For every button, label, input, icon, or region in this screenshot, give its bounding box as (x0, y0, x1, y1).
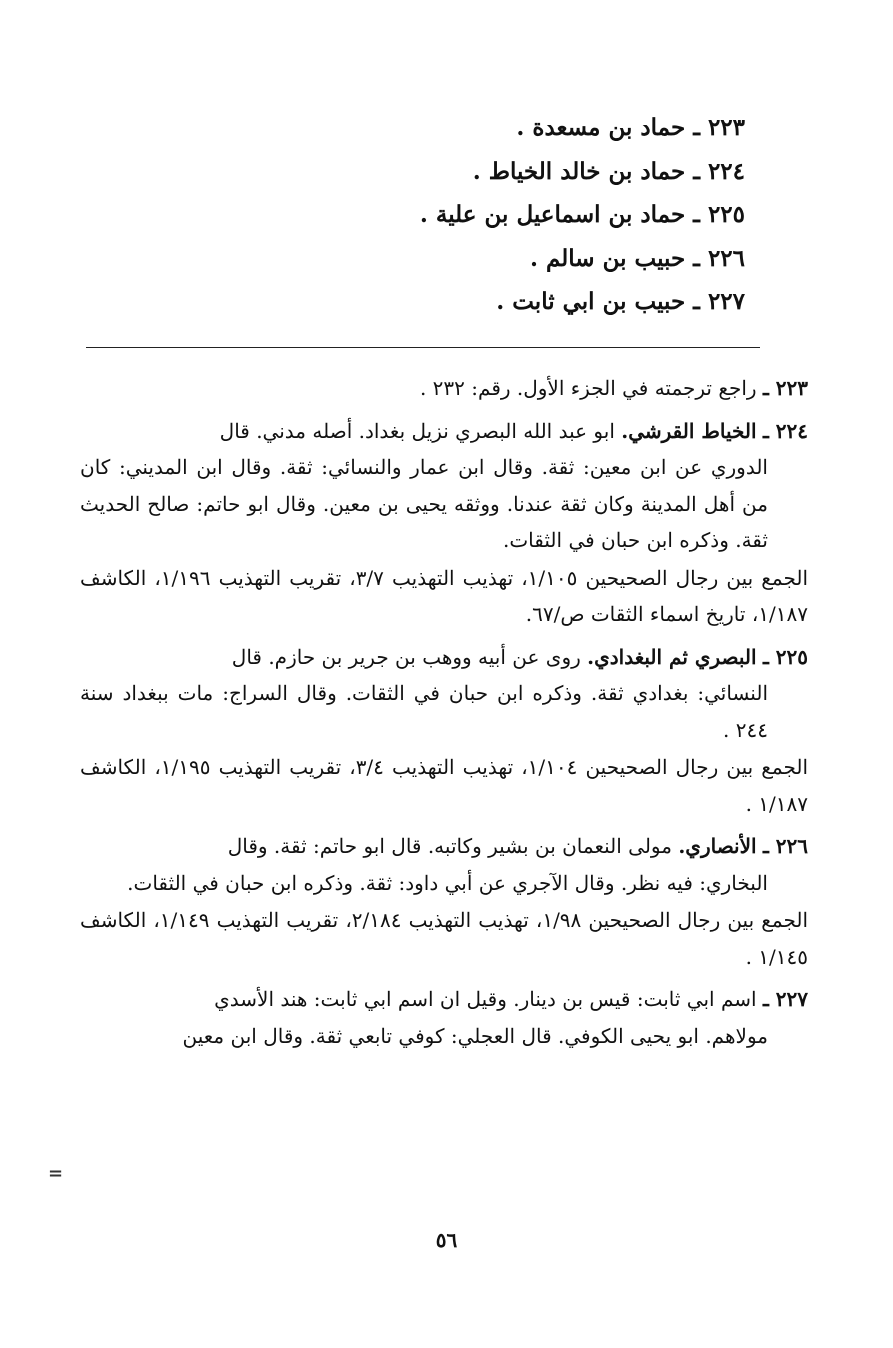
footnote-text: روى عن أبيه ووهب بن جرير بن حازم. قال (231, 644, 581, 669)
footnote-227 (80, 981, 808, 1054)
footnote-226-references: الجمع بين رجال الصحيحين ١/٩٨، تهذيب التهذيب ٢/١٨٤، تقريب التهذيب ١/١٤٩، الكاشف ١/١٤٥ . (80, 908, 809, 969)
footnote-225-references: الجمع بين رجال الصحيحين ١/١٠٤، تهذيب التهذيب ٣/٤، تقريب التهذيب ١/١٩٥، الكاشف ١/١٨٧ . (80, 755, 809, 816)
entry-heading-224: ٢٢٤ ـ حماد بن خالد الخياط . (472, 157, 745, 185)
footnote-225-first-line (80, 639, 808, 676)
footnote-text: راجع ترجمته في الجزء الأول. رقم: ٢٣٢ . (419, 376, 757, 400)
footnote-number: ٢٢٤ ـ (762, 418, 808, 443)
footnote-number: ٢٢٧ ـ (762, 987, 808, 1011)
footnote-divider (86, 347, 760, 348)
entry-heading-225: ٢٢٥ ـ حماد بن اسماعيل بن علية . (419, 201, 745, 228)
footnote-227-body: مولاهم. ابو يحيى الكوفي. قال العجلي: كوفي تابعي ثقة. وقال ابن معين (182, 1023, 768, 1048)
footnote-text: ابو عبد الله البصري نزيل بغداد. أصله مدني. قال (219, 418, 615, 443)
footnote-227-first-line (80, 981, 808, 1018)
entry-heading-223: ٢٢٣ ـ حماد بن مسعدة . (516, 114, 745, 141)
footnote-lead: البصري ثم البغدادي. (587, 644, 757, 669)
continuation-mark: = (48, 1163, 64, 1184)
footnote-text: مولى النعمان بن بشير وكاتبه. قال ابو حاتم: ثقة. وقال (227, 834, 672, 858)
entry-heading-227: ٢٢٧ ـ حبيب بن ابي ثابت . (496, 288, 745, 315)
footnote-text: اسم ابي ثابت: قيس بن دينار. وقيل ان اسم ابي ثابت: هند الأسدي (214, 987, 757, 1011)
footnote-number: ٢٢٥ ـ (762, 644, 808, 669)
footnote-lead: الخياط القرشي. (621, 418, 757, 443)
footnote-224-body: الدوري عن ابن معين: ثقة. وقال ابن عمار والنسائي: ثقة. وقال ابن المديني: كان من أهل المدينة وكان ثقة عندنا. ووثقه يحيى بن معين. وقال ابو حاتم: صالح الحديث ثقة. وذكره ابن حبان في الثقات. (80, 455, 768, 552)
entry-heading-226: ٢٢٦ ـ حبيب بن سالم . (529, 244, 745, 272)
footnotes-section (80, 370, 808, 1060)
page-number: ٥٦ (435, 1228, 458, 1252)
footnote-224-first-line (80, 413, 808, 450)
footnote-224 (80, 413, 808, 633)
entry-headings-list (325, 106, 745, 324)
footnote-225-body: النسائي: بغدادي ثقة. وذكره ابن حبان في الثقات. وقال السراج: مات ببغداد سنة ٢٤٤ . (80, 681, 768, 742)
footnote-226 (80, 828, 808, 975)
footnote-225 (80, 639, 808, 823)
footnote-223-first-line (80, 370, 808, 407)
footnote-lead: الأنصاري. (678, 834, 757, 858)
footnote-224-references: الجمع بين رجال الصحيحين ١/١٠٥، تهذيب التهذيب ٣/٧، تقريب التهذيب ١/١٩٦، الكاشف ١/١٨٧، تاريخ اسماء الثقات ص/٦٧. (80, 565, 809, 626)
footnote-223 (80, 370, 808, 407)
footnote-226-body: البخاري: فيه نظر. وقال الآجري عن أبي داود: ثقة. وذكره ابن حبان في الثقات. (127, 870, 768, 895)
footnote-number: ٢٢٦ ـ (762, 834, 808, 858)
footnote-number: ٢٢٣ ـ (762, 376, 808, 400)
footnote-226-first-line (80, 828, 808, 865)
